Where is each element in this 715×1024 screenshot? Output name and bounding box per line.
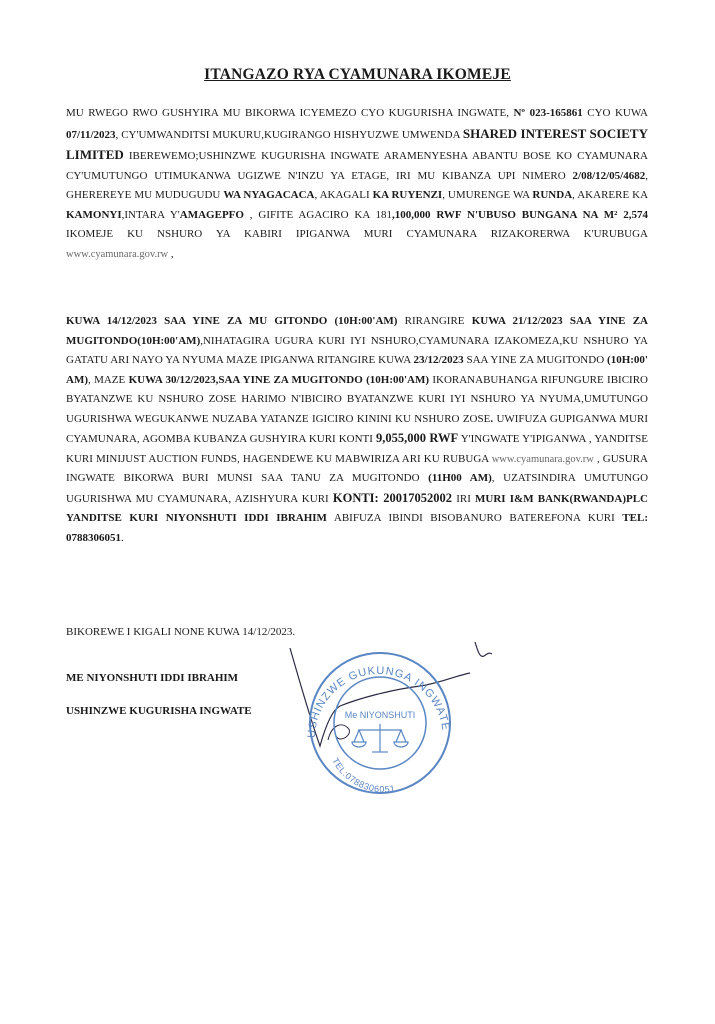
text-segment: ,INTARA Y' bbox=[121, 208, 180, 221]
text-segment: , CY'UMWANDITSI MUKURU,KUGIRANGO HISHYUZWE UMWENDA bbox=[115, 128, 463, 141]
upi-number: 2/08/12/05/4682 bbox=[572, 169, 646, 182]
text-segment: SAA YINE ZA MUGITONDO bbox=[463, 354, 608, 366]
text-segment: RIRANGIRE bbox=[397, 315, 472, 327]
text-segment: , UMURENGE WA bbox=[442, 189, 533, 201]
stamp-inner-ring bbox=[334, 677, 426, 769]
text-segment: IKORANABUHANGA RIFUNGURE IBICIRO BYATANZWE KU NSHURO ZOSE HARIMO N'IBICIRO BYATANZWE KURI IYI NSHURO YA NYUMA,UMUTUNGO UGURISHWA WEGUKANWE NUZABA YATANZE IGICIRO KININI KU NSHURO ZOSE bbox=[66, 373, 648, 425]
text-segment: UWIFUZA GUPIGANWA MURI CYAMUNARA, AGOMBA KUBANZA GUSHYIRA KURI KONTI bbox=[66, 412, 648, 445]
text-segment: , AKAGALI bbox=[314, 189, 373, 201]
stamp-inner-text: Me NIYONSHUTI bbox=[344, 710, 416, 720]
sentence-end: . bbox=[490, 412, 494, 425]
text-segment: IBEREWEMO;USHINZWE KUGURISHA INGWATE ARAMENYESHA ABANTU BOSE KO CYAMUNARA CY'UMUTUNGO UTIMUKANWA UGIZWE N'INZU YA ETAGE, IRI MU KIBANZA UPI NIMERO bbox=[66, 150, 648, 182]
text-segment: MU RWEGO RWO GUSHYIRA MU BIKORWA ICYEMEZO CYO KUGURISHA INGWATE, bbox=[66, 107, 514, 119]
final-round-end: KUWA 30/12/2023,SAA YINE ZA MUGITONDO (10H:00'AM) bbox=[128, 373, 430, 386]
signature-date-line: BIKOREWE I KIGALI NONE KUWA 14/12/2023. bbox=[66, 626, 296, 638]
text-segment: . bbox=[121, 531, 124, 544]
announcement-paragraph-1 bbox=[66, 104, 648, 264]
stamp-phone-text: TEL:0788306051 bbox=[330, 756, 397, 795]
district-name: KAMONYI bbox=[66, 208, 122, 221]
village-name: WA NYAGACACA bbox=[223, 189, 315, 201]
auction-end: KUWA 21/12/2023 SAA YINE ZA MUGITONDO(10H:00'AM) bbox=[66, 315, 648, 347]
text-segment: , GUSURA INGWATE BIKORWA BURI MUNSI SAA TANU ZA MUGITONDO bbox=[66, 452, 649, 484]
text-segment: ABIFUZA IBINDI BISOBANURO BATEREFONA KURI bbox=[326, 512, 623, 524]
text-segment: , UZATSINDIRA UMUTUNGO UGURISHWA MU CYAMUNARA, AZISHYURA KURI bbox=[66, 472, 649, 505]
text-segment: ,NIHATAGIRA UGURA KURI IYI NSHURO,CYAMUNARA IZAKOMEZA,KU NSHURO YA GATATU ARI NAYO YA NYUMA MAZE IPIGANWA RITANGIRE KUWA bbox=[66, 334, 648, 366]
auction-start: KUWA 14/12/2023 SAA YINE ZA MU GITONDO (10H:00'AM) bbox=[66, 315, 398, 327]
text-segment: CYO KUWA bbox=[582, 107, 648, 119]
contact-phone: TEL: 0788306051 bbox=[66, 512, 648, 544]
deposit-amount: 9,055,000 RWF bbox=[375, 431, 459, 445]
bank-and-holder: MURI I&M BANK(RWANDA)PLC YANDITSE KURI NIYONSHUTI IDDI IBRAHIM bbox=[66, 492, 648, 524]
third-round-start-date: 23/12/2023 bbox=[413, 354, 464, 366]
auction-website-link[interactable]: www.cyamunara.gov.rw bbox=[491, 453, 594, 465]
creditor-name: SHARED INTEREST SOCIETY LIMITED bbox=[66, 125, 648, 162]
sector-name: RUNDA bbox=[532, 189, 573, 201]
announcement-paragraph-2 bbox=[66, 312, 648, 548]
signatory-name: ME NIYONSHUTI IDDI IBRAHIM bbox=[66, 672, 239, 684]
text-segment: , GHEREREYE MU MUDUGUDU bbox=[66, 169, 648, 201]
property-value: ,100,000 RWF N'UBUSO BUNGANA NA M² 2,574 bbox=[392, 208, 648, 221]
bank-account-number: KONTI: 20017052002 bbox=[332, 490, 453, 505]
text-segment: , GIFITE AGACIRO KA 181 bbox=[243, 208, 392, 221]
visit-time: (11H00 AM) bbox=[428, 472, 492, 484]
text-segment: Y'INGWATE Y'IPIGANWA , YANDITSE KURI MINIJUST AUCTION FUNDS, HAGENDEWE KU MABWIRIZA ARI KU RUBUGA bbox=[66, 433, 648, 465]
text-segment: , AKARERE KA bbox=[572, 189, 649, 201]
text-segment: , MAZE bbox=[88, 373, 129, 386]
text-segment: IRI bbox=[452, 492, 476, 505]
official-stamp bbox=[270, 628, 500, 798]
document-title: ITANGAZO RYA CYAMUNARA IKOMEJE bbox=[204, 66, 511, 83]
cell-name: KA RUYENZI bbox=[372, 189, 443, 201]
auction-website-link[interactable]: www.cyamunara.gov.rw bbox=[66, 248, 169, 260]
stamp-outer-text: USHINZWE GUKUNGA INGWATE bbox=[305, 664, 452, 739]
third-round-start-time: (10H:00' AM) bbox=[66, 354, 648, 386]
text-segment: IKOMEJE KU NSHURO YA KABIRI IPIGANWA MURI CYAMUNARA RIZAKORERWA K'URUBUGA bbox=[66, 228, 648, 240]
decision-date: 07/11/2023 bbox=[66, 128, 116, 141]
signatory-role: USHINZWE KUGURISHA INGWATE bbox=[66, 705, 252, 717]
signature-flourish bbox=[328, 725, 349, 740]
scales-of-justice-icon bbox=[352, 724, 408, 752]
text-segment: , bbox=[168, 247, 174, 260]
reference-number: Nº 023-165861 bbox=[513, 107, 583, 119]
province-name: AMAGEPFO bbox=[179, 208, 244, 221]
